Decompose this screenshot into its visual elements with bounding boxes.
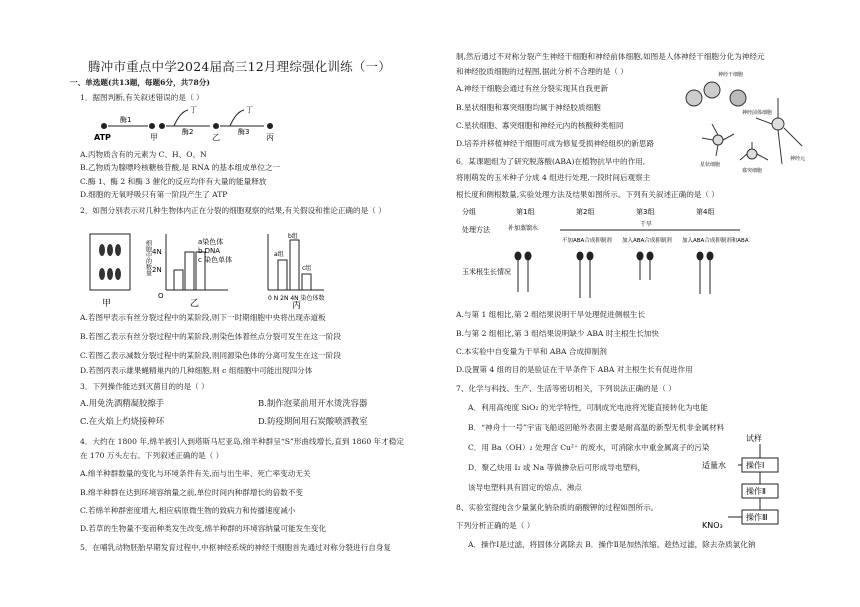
q6-root-figure [460, 204, 760, 304]
op3-label: 操作Ⅲ [746, 513, 768, 522]
q6-option-c: C.本实验中自变量为干旱和 ABA 合成抑制剂 [456, 347, 607, 356]
dot-jia [149, 123, 155, 129]
q6-stem-line2: 将刚萌发的玉米种子分成 4 组进行处理,一段时间后观察主 [456, 173, 651, 182]
q8-stem-line1: 8、实验室提纯含少量氯化钠杂质的硝酸钾的过程如图所示。 [456, 503, 659, 512]
atp-label: ATP [94, 133, 111, 142]
tick-2n-yi: 2N [152, 266, 162, 274]
bing-label: 丙 [266, 133, 274, 142]
q2-option-b: B.若图乙表示有丝分裂过程中的某阶段,则染色体着丝点分裂可发生在这一阶段 [80, 332, 341, 341]
enzyme2-label: 酶2 [182, 128, 194, 136]
q1-stem: 1．据图判断,有关叙述错误的是（ ） [80, 93, 204, 102]
q7-option-a: A．利用高纯度 SiO₂ 的光学特性，可制成光电池将光能直接转化为电能 [468, 403, 708, 412]
legend-c: c 染色单体 [198, 256, 233, 264]
legend-b: b DNA [198, 247, 221, 255]
group4-treat: 加入ABA合成抑制剂和ABA [682, 238, 749, 244]
group-header: 分组 [462, 208, 476, 216]
group2-treat: 不加ABA合成抑制剂 [562, 238, 612, 244]
q1-option-a: A.丙物质含有的元素为 C、H、O、N [80, 150, 207, 159]
chromosomes-jia [99, 244, 121, 280]
neuron-shape [756, 98, 802, 164]
acount-bing: a组 [274, 251, 284, 258]
q5-option-a: A.神经干细胞会通过有丝分裂实现其自我更新 [456, 84, 609, 93]
q7-stem: 7、化学与科技、生产、生活等密切相关，下列说法正确的是（ ） [456, 384, 676, 393]
bar-a-bing [278, 260, 287, 290]
section-heading: 一、单选题(共13题，每题6分，共78分) [70, 78, 210, 87]
dot-yi [213, 123, 219, 129]
q4-option-b: B.绵羊种群在达到环境容纳量之前,单位时间内种群增长的倍数不变 [80, 488, 304, 497]
neuron-label: 神经元 [790, 156, 806, 162]
dot-bing [267, 123, 273, 129]
prec-cell-label: 神经前体细胞 [742, 110, 773, 116]
op2-label: 操作Ⅱ [746, 487, 766, 496]
q2-option-a: A.若图甲表示有丝分裂过程中的某阶段,则下一时期细胞中央将出现赤道板 [80, 313, 326, 322]
q2-cell-figure [88, 230, 378, 310]
roots-group2 [577, 252, 593, 298]
oligo-shape [740, 142, 768, 160]
q2-option-d: D.若图丙表示雄果蝇精巢内的几种细胞,则 c 组细胞中可能出现四分体 [80, 366, 313, 375]
q6-option-b: B.与第 2 组相比,第 3 组结果说明缺少 ABA 时主根生长加快 [456, 329, 659, 338]
group4-header: 第4组 [696, 208, 715, 216]
bar-b-yi [185, 252, 194, 290]
sample-label: 试样 [746, 434, 762, 443]
q5-stem-line2: 制,然后通过不对称分裂产生神经干细胞和神经前体细胞,如图是人体神经干细胞分化为神经元 [456, 52, 765, 61]
enzyme1-label: 酶1 [120, 116, 132, 124]
bar-b-bing [290, 240, 299, 290]
ding-label-2: 丁 [246, 106, 253, 114]
q5-stem-line3: 和神经胶质细胞的过程图,据此分析不合理的是（ ） [456, 67, 628, 76]
stem-cell-1 [686, 90, 702, 106]
op1-label: 操作Ⅰ [746, 461, 765, 470]
prec-cell [730, 90, 746, 106]
q1-option-b: B.乙物质为腺嘌呤核糖核苷酸,是 RNA 的基本组成单位之一 [80, 163, 281, 172]
q8-flow-figure [698, 432, 820, 532]
bar-a-yi [174, 270, 183, 290]
q3-option-b: B.制作泡菜前用开水烫洗容器 [258, 398, 368, 408]
q5-option-d: D.培养并移植神经干细胞可成为修复受损神经组织的新思路 [456, 139, 655, 148]
q8-stem-line2: 下列分析正确的是（ ） [456, 521, 535, 530]
q6-stem-line3: 根长度和侧根数量,实验处理方法及结果如图所示。下列有关叙述正确的是（ ） [456, 190, 720, 199]
q3-option-c: C.在火焰上灼烧接种环 [80, 416, 165, 426]
q1-option-d: D.细胞的无氧呼吸只有第一阶段产生了 ATP [80, 190, 228, 199]
cap-jia: 甲 [102, 299, 112, 309]
kno3-label: KNO₃ [702, 521, 723, 530]
water-label: 适量水 [702, 461, 726, 470]
group1-treat: 补加蒸馏水 [508, 225, 539, 232]
ccount-bing: c组 [302, 265, 312, 272]
cell-jia-box [90, 234, 130, 290]
astro-label: 星状细胞 [700, 162, 721, 168]
q1-option-c: C.酶 1、酶 2 和酶 3 催化的反应均伴有大量的能量释放 [80, 177, 267, 186]
origin-yi: O [158, 292, 164, 300]
group3-treat: 加入ABA合成抑制剂 [622, 238, 672, 244]
q6-option-a: A.与第 1 组相比,第 2 组结果说明干旱处理促进侧根生长 [456, 310, 646, 319]
group3-header: 第3组 [636, 208, 655, 216]
group2-header: 第2组 [576, 208, 595, 216]
branch-2 [230, 110, 244, 126]
q6-stem-line1: 6．某课题组为了研究脱落酸(ABA)在植物抗旱中的作用, [456, 157, 646, 166]
q5-option-c: C.星状细胞、寡突细胞和神经元内的核酸种类相同 [456, 121, 624, 130]
dot-jia-2 [159, 123, 165, 129]
q7-option-b: B．“神舟十一号”宇宙飞船返回舱外表面主要是耐高温的新型无机非金属材料 [468, 423, 725, 432]
growth-label: 玉米根生长情况 [462, 268, 511, 276]
yi-label: 乙 [212, 133, 220, 142]
q3-option-d: D.防疫期间用石炭酸喷洒教室 [258, 416, 368, 426]
astro-shape [702, 124, 734, 156]
q2-option-c: C.若图乙表示减数分裂过程中的某阶段,则同源染色体的分离可发生在这一阶段 [80, 351, 341, 360]
q7-option-c: C．用 Ba（OH）₂ 处理含 Cu²⁺ 的废水，可消除水中重金属离子的污染 [468, 443, 710, 452]
roots-group4 [697, 252, 713, 294]
q7-option-d-line1: D．聚乙炔用 I₂ 或 Na 等做掺杂后可形成导电塑料， [468, 463, 646, 472]
page-title: 腾冲市重点中学2024届高三12月理综强化训练（一） [88, 59, 391, 74]
q4-option-d: D.若草的生物量不变而种类发生改变,绵羊种群的环境容纳量可能发生变化 [80, 524, 327, 533]
ding-label-1: 丁 [190, 106, 197, 114]
q5-stem-line1: 5．在哺乳动物胚胎早期发育过程中,中枢神经系统的神经干细胞首先通过对称分裂进行自身复 [80, 543, 391, 552]
group1-header: 第1组 [516, 208, 535, 216]
tick-4n-yi: 4N [152, 248, 162, 256]
q4-stem-line1: 4．大约在 1800 年,绵羊被引入到塔斯马尼亚岛,绵羊种群呈“S”形曲线增长,直到 1860 年才稳定 [80, 437, 404, 446]
bar-c-bing [302, 274, 311, 290]
q3-option-a: A.用免洗酒精凝胶擦手 [80, 398, 165, 408]
q5-option-b: B.星状细胞和寡突细胞均属于神经胶质细胞 [456, 103, 601, 112]
q4-stem-line2: 在 170 万头左右。下列叙述正确的是（ ） [80, 451, 224, 460]
oligo-label: 寡突细胞 [742, 168, 763, 174]
q4-option-c: C.若绵羊种群密度增大,相应病原微生物的致病力和传播速度减小 [80, 506, 296, 515]
roots-group3 [637, 252, 653, 280]
q6-option-d: D.设置第 4 组的目的是验证在干旱条件下 ABA 对主根生长有促进作用 [456, 365, 693, 374]
q3-stem: 3．下列操作能达到灭菌目的的是（ ） [80, 382, 209, 391]
roots-group1 [515, 252, 531, 292]
atp-dot [101, 123, 107, 129]
cap-yi: 乙 [190, 299, 200, 309]
stem-cell-label: 神经干细胞 [718, 72, 744, 78]
y-label-yi: 细胞中的数量 [144, 240, 152, 276]
q8-option-a: A．操作Ⅰ是过滤，将固体分离除去 B．操作Ⅱ是加热浓缩。趁热过滤，除去杂质氯化钠 [468, 540, 756, 549]
treatment-label: 处理方法 [462, 226, 490, 234]
q2-stem: 2．如图分别表示对几种生物体内正在分裂的细胞观察的结果,有关假设和推论正确的是（ ） [80, 206, 386, 215]
bcount-bing: b组 [288, 233, 298, 240]
legend-a: a染色体 [198, 238, 224, 246]
jia-label: 甲 [150, 133, 158, 142]
q5-neural-figure [682, 68, 818, 174]
enzyme3-label: 酶3 [238, 128, 250, 136]
branch-1 [174, 110, 188, 126]
drought-label: 干旱 [640, 221, 653, 228]
cap-bing: 丙 [292, 301, 302, 310]
stem-cell-2 [704, 82, 720, 98]
q4-option-a: A.绵羊种群数量的变化与环境条件有关,而与出生率、死亡率变动无关 [80, 469, 311, 478]
x-label-bing: 0 N 2N 4N 染色体数 [268, 295, 325, 302]
q1-pathway-figure [90, 104, 320, 144]
q7-option-d-line2: 该导电塑料具有固定的熔点、沸点 [468, 483, 582, 492]
